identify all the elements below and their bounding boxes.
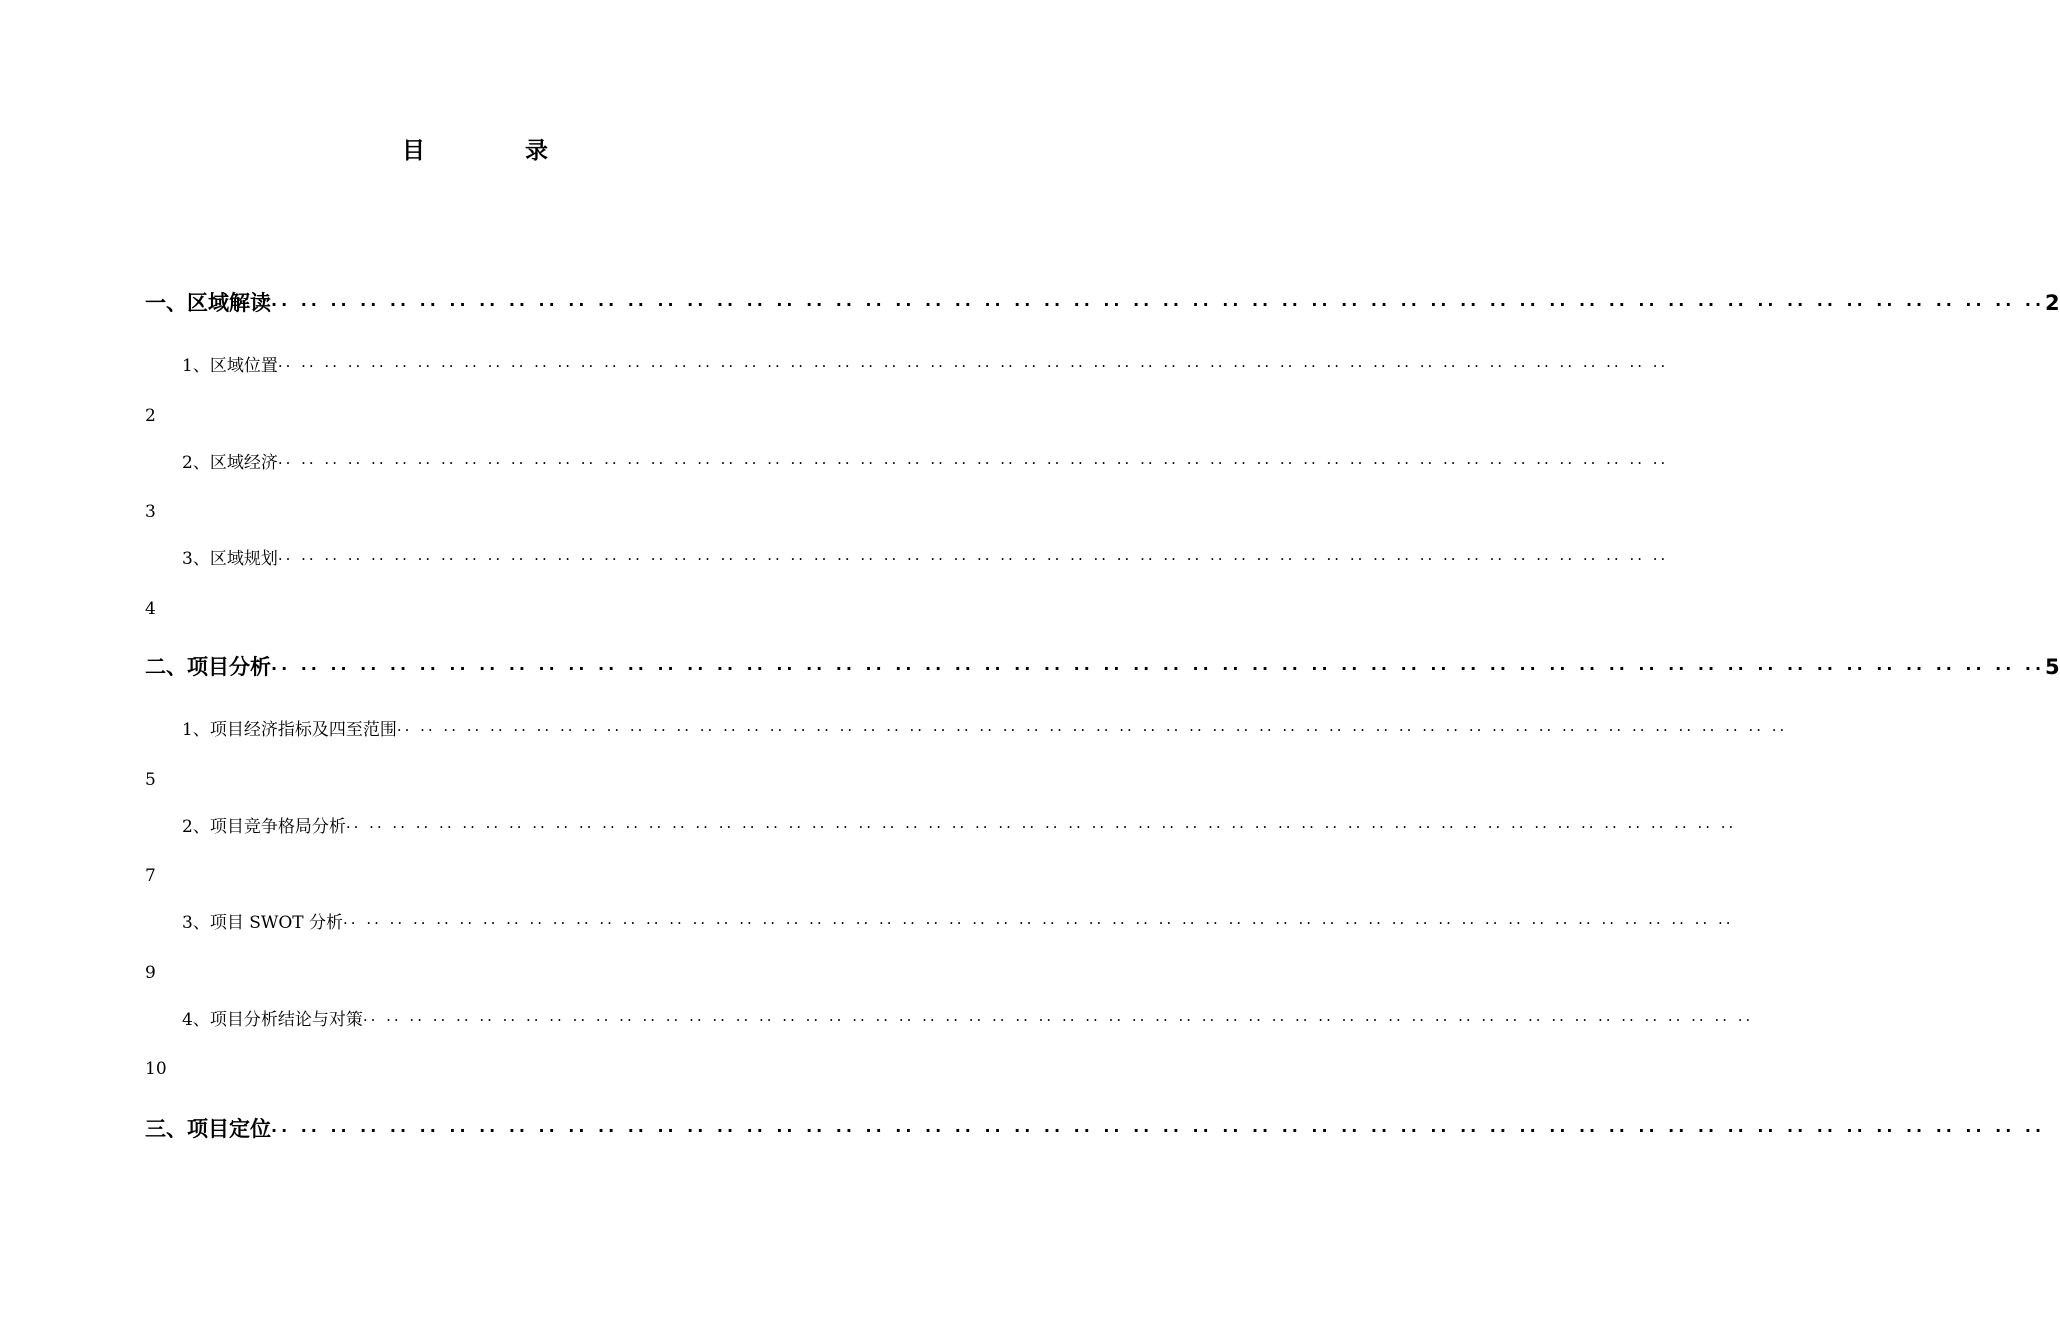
toc-dot-leader: ·· ·· ·· ·· ·· ·· ·· ·· ·· ·· ·· ·· ·· ·· ·· ·· ·· ·· ·· ·· ·· ·· ·· ·· ·· ·· ·· ·· ·· ·· ·· ·· ·· ·· ·· ·· ·· ·· ·· ·· ·· ·· ·· ·· ·· ·· ·· ·· ·· ·· ·· ·· ·· ·· ·· ·· ·· ·· ·· ·· bbox=[271, 659, 2046, 678]
toc-page-number: 2 bbox=[2045, 291, 2060, 315]
page-title: 目 录 bbox=[401, 138, 594, 164]
toc-entry-label: 3、项目 SWOT 分析 bbox=[182, 913, 344, 933]
toc-dot-leader: ·· ·· ·· ·· ·· ·· ·· ·· ·· ·· ·· ·· ·· ·· ·· ·· ·· ·· ·· ·· ·· ·· ·· ·· ·· ·· ·· ·· ·· ·· ·· ·· ·· ·· ·· ·· ·· ·· ·· ·· ·· ·· ·· ·· ·· ·· ·· ·· ·· ·· ·· ·· ·· ·· ·· ·· ·· ·· ·· ·· bbox=[277, 357, 1669, 375]
toc-entry-section-3[interactable] bbox=[145, 1114, 2046, 1144]
toc-dot-leader: ·· ·· ·· ·· ·· ·· ·· ·· ·· ·· ·· ·· ·· ·· ·· ·· ·· ·· ·· ·· ·· ·· ·· ·· ·· ·· ·· ·· ·· ·· ·· ·· ·· ·· ·· ·· ·· ·· ·· ·· ·· ·· ·· ·· ·· ·· ·· ·· ·· ·· ·· ·· ·· ·· ·· ·· ·· ·· ·· ·· bbox=[277, 550, 1669, 568]
toc-page-number: 5 bbox=[145, 770, 156, 790]
toc-entry-label: 三、项目定位 bbox=[145, 1117, 271, 1141]
toc-page-number: 4 bbox=[145, 599, 156, 619]
toc-dot-leader: ·· ·· ·· ·· ·· ·· ·· ·· ·· ·· ·· ·· ·· ·· ·· ·· ·· ·· ·· ·· ·· ·· ·· ·· ·· ·· ·· ·· ·· ·· ·· ·· ·· ·· ·· ·· ·· ·· ·· ·· ·· ·· ·· ·· ·· ·· ·· ·· ·· ·· ·· ·· ·· ·· ·· ·· ·· ·· ·· ·· bbox=[271, 1121, 2046, 1140]
toc-entry-section-1[interactable] bbox=[145, 288, 2060, 318]
toc-page-number: 2 bbox=[145, 406, 156, 426]
toc-entry-2-2[interactable] bbox=[182, 814, 1737, 840]
toc-dot-leader: ·· ·· ·· ·· ·· ·· ·· ·· ·· ·· ·· ·· ·· ·· ·· ·· ·· ·· ·· ·· ·· ·· ·· ·· ·· ·· ·· ·· ·· ·· ·· ·· ·· ·· ·· ·· ·· ·· ·· ·· ·· ·· ·· ·· ·· ·· ·· ·· ·· ·· ·· ·· ·· ·· ·· ·· ·· ·· ·· ·· bbox=[277, 454, 1669, 472]
toc-entry-2-3[interactable] bbox=[182, 910, 1734, 936]
toc-page-number: 10 bbox=[145, 1059, 167, 1079]
toc-entry-label: 1、项目经济指标及四至范围 bbox=[182, 720, 397, 740]
toc-page-number: 9 bbox=[145, 963, 156, 983]
toc-page-number: 7 bbox=[145, 866, 156, 886]
toc-entry-label: 2、项目竞争格局分析 bbox=[182, 817, 346, 837]
toc-entry-2-4[interactable] bbox=[182, 1007, 1754, 1033]
toc-entry-label: 2、区域经济 bbox=[182, 453, 278, 473]
toc-dot-leader: ·· ·· ·· ·· ·· ·· ·· ·· ·· ·· ·· ·· ·· ·· ·· ·· ·· ·· ·· ·· ·· ·· ·· ·· ·· ·· ·· ·· ·· ·· ·· ·· ·· ·· ·· ·· ·· ·· ·· ·· ·· ·· ·· ·· ·· ·· ·· ·· ·· ·· ·· ·· ·· ·· ·· ·· ·· ·· ·· ·· bbox=[271, 295, 2046, 314]
toc-entry-label: 一、区域解读 bbox=[145, 291, 271, 315]
toc-dot-leader: ·· ·· ·· ·· ·· ·· ·· ·· ·· ·· ·· ·· ·· ·· ·· ·· ·· ·· ·· ·· ·· ·· ·· ·· ·· ·· ·· ·· ·· ·· ·· ·· ·· ·· ·· ·· ·· ·· ·· ·· ·· ·· ·· ·· ·· ·· ·· ·· ·· ·· ·· ·· ·· ·· ·· ·· ·· ·· ·· ·· bbox=[396, 721, 1788, 739]
toc-entry-1-2[interactable] bbox=[182, 450, 1669, 476]
toc-dot-leader: ·· ·· ·· ·· ·· ·· ·· ·· ·· ·· ·· ·· ·· ·· ·· ·· ·· ·· ·· ·· ·· ·· ·· ·· ·· ·· ·· ·· ·· ·· ·· ·· ·· ·· ·· ·· ·· ·· ·· ·· ·· ·· ·· ·· ·· ·· ·· ·· ·· ·· ·· ·· ·· ·· ·· ·· ·· ·· ·· ·· bbox=[343, 914, 1734, 932]
toc-dot-leader: ·· ·· ·· ·· ·· ·· ·· ·· ·· ·· ·· ·· ·· ·· ·· ·· ·· ·· ·· ·· ·· ·· ·· ·· ·· ·· ·· ·· ·· ·· ·· ·· ·· ·· ·· ·· ·· ·· ·· ·· ·· ·· ·· ·· ·· ·· ·· ·· ·· ·· ·· ·· ·· ·· ·· ·· ·· ·· ·· ·· bbox=[345, 818, 1737, 836]
toc-entry-1-1[interactable] bbox=[182, 353, 1669, 379]
toc-dot-leader: ·· ·· ·· ·· ·· ·· ·· ·· ·· ·· ·· ·· ·· ·· ·· ·· ·· ·· ·· ·· ·· ·· ·· ·· ·· ·· ·· ·· ·· ·· ·· ·· ·· ·· ·· ·· ·· ·· ·· ·· ·· ·· ·· ·· ·· ·· ·· ·· ·· ·· ·· ·· ·· ·· ·· ·· ·· ·· ·· ·· bbox=[362, 1011, 1754, 1029]
toc-entry-label: 3、区域规划 bbox=[182, 549, 278, 569]
toc-entry-label: 二、项目分析 bbox=[145, 655, 271, 679]
toc-entry-label: 4、项目分析结论与对策 bbox=[182, 1010, 363, 1030]
toc-entry-1-3[interactable] bbox=[182, 546, 1669, 572]
toc-entry-label: 1、区域位置 bbox=[182, 356, 278, 376]
toc-entry-2-1[interactable] bbox=[182, 717, 1788, 743]
toc-page-number: 3 bbox=[145, 502, 156, 522]
toc-page-number: 5 bbox=[2045, 655, 2060, 679]
toc-entry-section-2[interactable] bbox=[145, 652, 2060, 682]
